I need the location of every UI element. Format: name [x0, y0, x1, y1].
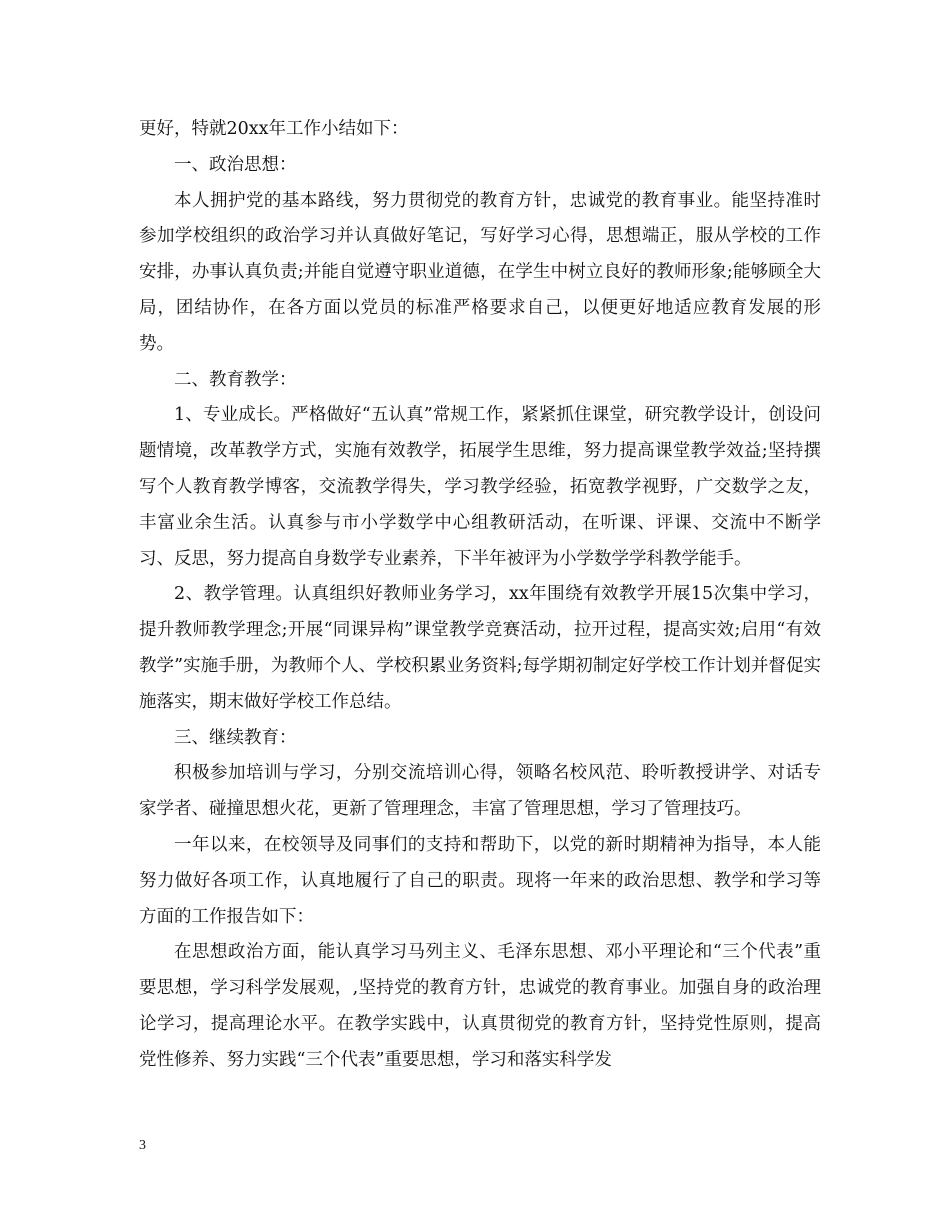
paragraph-ideological-politics: 在思想政治方面，能认真学习马列主义、毛泽东思想、邓小平理论和“三个代表”重要思想，学习科学发展观，,坚持党的教育方针，忠诚党的教育事业。加强自身的政治理论学习，提高理论水平。在教学实践中，认真贯彻党的教育方针，坚持党性原则，提高党性修养、努力实践“三个代表”重要思想，学习和落实科学发 — [139, 942, 821, 1070]
heading-political-thought: 一、政治思想： — [174, 154, 297, 175]
paragraph-teaching-management: 2、教学管理。认真组织好教师业务学习，xx年围绕有效教学开展15次集中学习，提升教师教学理念;开展“同课异构”课堂教学竞赛活动，拉开过程，提高实效;启用“有效教学”实施手册，为教师个人、学校积累业务资料;每学期初制定好学校工作计划并督促实施落实，期末做好学校工作总结。 — [139, 584, 821, 712]
document-body — [139, 112, 821, 1079]
paragraph-intro: 更好，特就20xx年工作小结如下： — [139, 119, 409, 139]
paragraph-year-summary: 一年以来，在校领导及同事们的支持和帮助下，以党的新时期精神为指导，本人能努力做好各项工作，认真地履行了自己的职责。现将一年来的政治思想、教学和学习等方面的工作报告如下： — [139, 834, 821, 927]
page-number: 3 — [139, 1138, 146, 1153]
paragraph-professional-growth: 1、专业成长。严格做好“五认真”常规工作，紧紧抓住课堂，研究教学设计，创设问题情境，改革教学方式，实施有效教学，拓展学生思维，努力提高课堂教学效益;坚持撰写个人教育教学博客，交流教学得失，学习教学经验，拓宽教学视野，广交数学之友，丰富业余生活。认真参与市小学数学中心组教研活动，在听课、评课、交流中不断学习、反思，努力提高自身数学专业素养，下半年被评为小学数学学科教学能手。 — [139, 405, 821, 569]
paragraph-continuing-education: 积极参加培训与学习，分别交流培训心得，领略名校风范、聆听教授讲学、对话专家学者、碰撞思想火花，更新了管理理念，丰富了管理思想，学习了管理技巧。 — [139, 763, 821, 820]
heading-continuing-education: 三、继续教育： — [174, 727, 297, 748]
heading-education-teaching: 二、教育教学： — [174, 369, 297, 390]
paragraph-political-thought: 本人拥护党的基本路线，努力贯彻党的教育方针，忠诚党的教育事业。能坚持准时参加学校组织的政治学习并认真做好笔记，写好学习心得，思想端正，服从学校的工作安排，办事认真负责;并能自觉遵守职业道德，在学生中树立良好的教师形象;能够顾全大局，团结协作，在各方面以党员的标准严格要求自己，以便更好地适应教育发展的形势。 — [139, 190, 821, 354]
